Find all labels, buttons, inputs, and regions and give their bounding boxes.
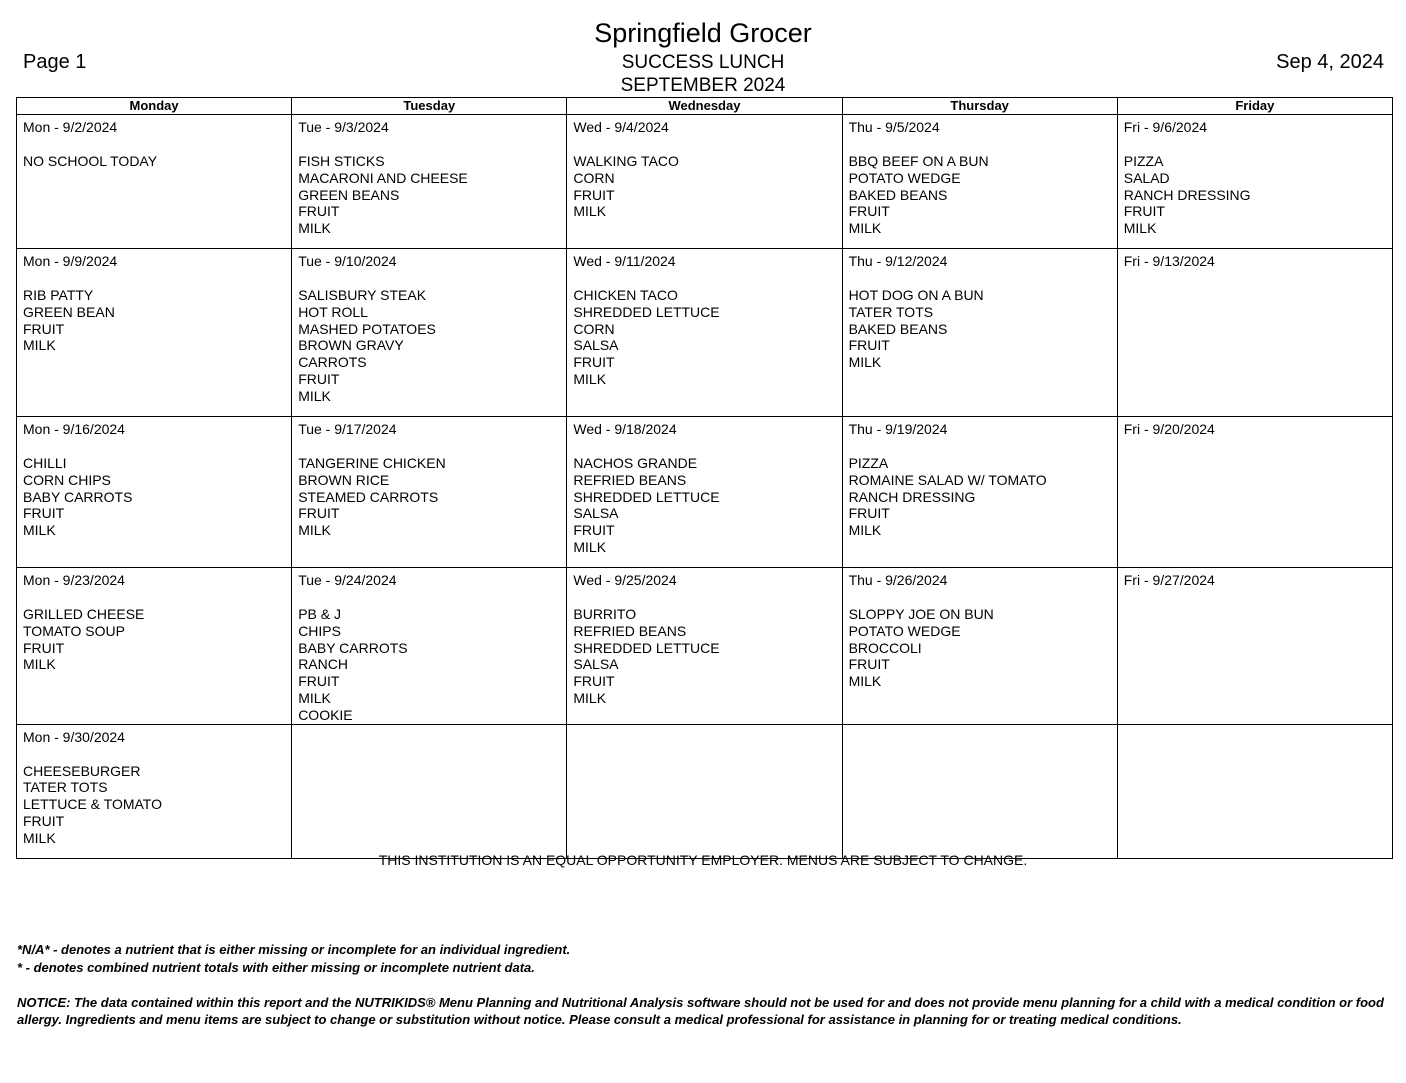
menu-item: SALSA bbox=[573, 337, 619, 354]
weekday-header-row bbox=[17, 98, 1393, 115]
menu-item-list bbox=[23, 763, 285, 847]
menu-item: POTATO WEDGE bbox=[848, 169, 961, 186]
menu-item: CORN CHIPS bbox=[23, 471, 111, 488]
menu-item: FRUIT bbox=[23, 505, 65, 522]
organization-title: Springfield Grocer bbox=[594, 18, 812, 48]
equal-opportunity-disclaimer: THIS INSTITUTION IS AN EQUAL OPPORTUNITY EMPLOYER. MENUS ARE SUBJECT TO CHANGE. bbox=[378, 852, 1028, 868]
menu-item: SALISBURY STEAK bbox=[298, 287, 427, 303]
menu-item: BROCCOLI bbox=[848, 639, 922, 656]
weekday-header: Thursday bbox=[842, 98, 1117, 115]
menu-item: MILK bbox=[298, 522, 331, 539]
menu-item: TOMATO SOUP bbox=[23, 622, 125, 639]
menu-item: GREEN BEAN bbox=[23, 303, 115, 320]
day-cell bbox=[1117, 724, 1392, 858]
menu-item: REFRIED BEANS bbox=[573, 471, 687, 488]
menu-item: RIB PATTY bbox=[23, 287, 94, 303]
menu-item: ROMAINE SALAD W/ TOMATO bbox=[848, 471, 1047, 488]
day-cell bbox=[842, 724, 1117, 858]
menu-item-list bbox=[23, 606, 285, 673]
menu-item: FRUIT bbox=[298, 203, 340, 220]
day-cell bbox=[1117, 249, 1392, 417]
menu-item: MILK bbox=[23, 337, 56, 354]
day-cell bbox=[1117, 115, 1392, 249]
menu-item: MILK bbox=[573, 689, 607, 706]
menu-item-list bbox=[298, 606, 560, 724]
menu-calendar bbox=[16, 97, 1393, 859]
menu-item: FRUIT bbox=[573, 522, 615, 539]
menu-item: FRUIT bbox=[848, 656, 890, 673]
menu-item: NO SCHOOL TODAY bbox=[23, 153, 158, 169]
menu-item-list bbox=[573, 606, 835, 707]
menu-item: SALAD bbox=[1123, 169, 1170, 186]
print-date: Sep 4, 2024 bbox=[1276, 51, 1384, 73]
menu-item: GRILLED CHEESE bbox=[23, 606, 145, 622]
day-date: Mon - 9/16/2024 bbox=[23, 421, 125, 437]
menu-item: SHREDDED LETTUCE bbox=[573, 639, 720, 656]
menu-item: CARROTS bbox=[298, 354, 367, 371]
day-cell bbox=[292, 115, 567, 249]
menu-item: MASHED POTATOES bbox=[298, 320, 436, 337]
menu-item: CHEESEBURGER bbox=[23, 762, 141, 779]
day-cell bbox=[292, 249, 567, 417]
day-date bbox=[1124, 729, 1386, 746]
menu-item: MILK bbox=[848, 522, 882, 539]
menu-item: BAKED BEANS bbox=[848, 186, 948, 203]
menu-item-list bbox=[23, 287, 285, 354]
menu-item-list bbox=[298, 287, 560, 405]
week-row bbox=[17, 249, 1393, 417]
page-number: Page 1 bbox=[23, 51, 87, 73]
menu-item: SHREDDED LETTUCE bbox=[573, 488, 720, 505]
day-date bbox=[573, 729, 835, 746]
legend-star: * - denotes combined nutrient totals with either missing or incomplete nutrient data. bbox=[17, 960, 535, 975]
menu-item: MILK bbox=[298, 689, 331, 706]
day-cell bbox=[567, 115, 842, 249]
menu-item: FRUIT bbox=[848, 337, 890, 354]
menu-item: FRUIT bbox=[573, 186, 615, 203]
menu-item: MILK bbox=[298, 387, 331, 404]
menu-item-list bbox=[23, 153, 285, 170]
weekday-header: Tuesday bbox=[292, 98, 567, 115]
menu-item: CHILLI bbox=[23, 455, 67, 471]
day-date: Fri - 9/6/2024 bbox=[1123, 119, 1208, 135]
menu-item: MILK bbox=[573, 370, 607, 387]
menu-item: FRUIT bbox=[573, 354, 615, 371]
menu-item: COOKIE bbox=[298, 706, 353, 723]
day-cell bbox=[292, 724, 567, 858]
day-cell bbox=[567, 724, 842, 858]
day-cell bbox=[842, 115, 1117, 249]
menu-item-list bbox=[849, 287, 1111, 371]
menu-item: TATER TOTS bbox=[23, 779, 108, 796]
menu-item-list bbox=[573, 153, 835, 220]
menu-item: BAKED BEANS bbox=[848, 320, 948, 337]
menu-item: MILK bbox=[298, 220, 331, 237]
menu-item: CHICKEN TACO bbox=[573, 287, 678, 303]
menu-item: SHREDDED LETTUCE bbox=[573, 303, 720, 320]
day-date: Fri - 9/13/2024 bbox=[1123, 253, 1215, 269]
menu-item-list bbox=[849, 606, 1111, 690]
day-cell bbox=[17, 115, 292, 249]
menu-item: NACHOS GRANDE bbox=[573, 455, 698, 471]
menu-item: HOT DOG ON A BUN bbox=[848, 287, 984, 303]
menu-item: MILK bbox=[848, 354, 882, 371]
day-cell bbox=[567, 249, 842, 417]
menu-item: BROWN GRAVY bbox=[298, 337, 404, 354]
menu-item: PIZZA bbox=[848, 455, 889, 471]
menu-item: FRUIT bbox=[298, 505, 340, 522]
menu-item: WALKING TACO bbox=[573, 153, 679, 169]
menu-item: MACARONI AND CHEESE bbox=[298, 169, 468, 186]
day-cell bbox=[842, 568, 1117, 725]
day-date: Thu - 9/26/2024 bbox=[848, 572, 948, 588]
day-date: Wed - 9/4/2024 bbox=[573, 119, 669, 135]
menu-item: TANGERINE CHICKEN bbox=[298, 455, 446, 471]
menu-item: MILK bbox=[23, 656, 56, 673]
day-cell bbox=[17, 417, 292, 568]
week-row bbox=[17, 724, 1393, 858]
menu-item: FISH STICKS bbox=[298, 153, 385, 169]
day-date: Fri - 9/27/2024 bbox=[1123, 572, 1215, 588]
menu-item: PIZZA bbox=[1123, 153, 1164, 169]
day-date: Wed - 9/11/2024 bbox=[573, 253, 676, 269]
menu-item-list bbox=[573, 455, 835, 556]
day-date: Tue - 9/3/2024 bbox=[298, 119, 389, 135]
menu-name: SUCCESS LUNCH bbox=[621, 52, 785, 73]
day-cell bbox=[292, 417, 567, 568]
day-date: Tue - 9/24/2024 bbox=[298, 572, 397, 588]
day-date: Mon - 9/2/2024 bbox=[23, 119, 118, 135]
menu-item: MILK bbox=[23, 829, 56, 846]
weekday-header: Monday bbox=[17, 98, 292, 115]
day-date: Fri - 9/20/2024 bbox=[1123, 421, 1215, 437]
menu-item: LETTUCE & TOMATO bbox=[23, 796, 162, 813]
menu-item: FRUIT bbox=[848, 505, 890, 522]
menu-item: FRUIT bbox=[573, 673, 615, 690]
menu-item: RANCH DRESSING bbox=[848, 488, 976, 505]
menu-item: TATER TOTS bbox=[848, 303, 934, 320]
day-date: Mon - 9/30/2024 bbox=[23, 728, 125, 745]
menu-item: BURRITO bbox=[573, 606, 637, 622]
day-cell bbox=[567, 568, 842, 725]
menu-item: FRUIT bbox=[298, 370, 340, 387]
menu-item: FRUIT bbox=[23, 812, 65, 829]
menu-item: MILK bbox=[573, 538, 607, 555]
day-cell bbox=[567, 417, 842, 568]
menu-item: MILK bbox=[1123, 220, 1157, 237]
menu-item: SLOPPY JOE ON BUN bbox=[848, 606, 994, 622]
menu-item: STEAMED CARROTS bbox=[298, 488, 439, 505]
day-cell bbox=[1117, 568, 1392, 725]
menu-item: CHIPS bbox=[298, 622, 341, 639]
legend-na: *N/A* - denotes a nutrient that is either missing or incomplete for an individual ingredient. bbox=[17, 942, 571, 957]
day-date: Tue - 9/17/2024 bbox=[298, 421, 397, 437]
menu-item: FRUIT bbox=[23, 639, 65, 656]
menu-item-list bbox=[1124, 153, 1386, 237]
menu-item: BBQ BEEF ON A BUN bbox=[848, 153, 989, 169]
menu-item: BABY CARROTS bbox=[23, 488, 133, 505]
week-row bbox=[17, 417, 1393, 568]
day-cell bbox=[1117, 417, 1392, 568]
day-cell bbox=[292, 568, 567, 725]
day-cell bbox=[842, 249, 1117, 417]
menu-item: RANCH bbox=[298, 656, 348, 673]
menu-item: GREEN BEANS bbox=[298, 186, 400, 203]
menu-item: POTATO WEDGE bbox=[848, 622, 961, 639]
menu-item: FRUIT bbox=[1123, 203, 1165, 220]
menu-item-list bbox=[298, 455, 560, 539]
menu-item: MILK bbox=[848, 220, 882, 237]
day-date: Wed - 9/25/2024 bbox=[573, 572, 677, 588]
week-row bbox=[17, 115, 1393, 249]
day-cell bbox=[17, 249, 292, 417]
menu-item: HOT ROLL bbox=[298, 303, 368, 320]
menu-item: BROWN RICE bbox=[298, 471, 390, 488]
menu-item: FRUIT bbox=[848, 203, 890, 220]
menu-item: SALSA bbox=[573, 505, 619, 522]
day-date: Thu - 9/19/2024 bbox=[848, 421, 948, 437]
menu-item: REFRIED BEANS bbox=[573, 622, 687, 639]
menu-item-list bbox=[23, 455, 285, 539]
menu-item-list bbox=[573, 287, 835, 388]
day-cell bbox=[17, 724, 292, 858]
menu-item: MILK bbox=[848, 673, 882, 690]
menu-item: CORN bbox=[573, 320, 615, 337]
day-date: Mon - 9/9/2024 bbox=[23, 253, 118, 269]
menu-item: SALSA bbox=[573, 656, 619, 673]
menu-item: FRUIT bbox=[298, 673, 340, 690]
day-date: Mon - 9/23/2024 bbox=[23, 572, 125, 588]
menu-item: BABY CARROTS bbox=[298, 639, 408, 656]
menu-item: CORN bbox=[573, 169, 615, 186]
menu-item: MILK bbox=[573, 203, 607, 220]
day-date bbox=[298, 729, 560, 746]
day-cell bbox=[17, 568, 292, 725]
notice-text: NOTICE: The data contained within this report and the NUTRIKIDS® Menu Planning and Nutritional Analysis software should not be used for and does not provide menu planning for a child with a medical condition or food allergy. Ingredients and menu items are subject to change or substitution without notice. Please consult a medical professional for assistance in planning for or treating medical conditions. bbox=[17, 995, 1384, 1027]
menu-item: RANCH DRESSING bbox=[1123, 186, 1251, 203]
day-date: Wed - 9/18/2024 bbox=[573, 421, 677, 437]
weekday-header: Friday bbox=[1117, 98, 1392, 115]
menu-item: FRUIT bbox=[23, 320, 65, 337]
weekday-header: Wednesday bbox=[567, 98, 842, 115]
menu-item-list bbox=[849, 153, 1111, 237]
menu-item-list bbox=[298, 153, 560, 237]
day-date: Thu - 9/12/2024 bbox=[848, 253, 948, 269]
menu-item-list bbox=[849, 455, 1111, 539]
day-cell bbox=[842, 417, 1117, 568]
menu-item: PB & J bbox=[298, 606, 341, 622]
day-date bbox=[849, 729, 1111, 746]
week-row bbox=[17, 568, 1393, 725]
menu-item: MILK bbox=[23, 522, 56, 539]
menu-month: SEPTEMBER 2024 bbox=[620, 75, 786, 96]
day-date: Thu - 9/5/2024 bbox=[848, 119, 940, 135]
day-date: Tue - 9/10/2024 bbox=[298, 253, 397, 269]
